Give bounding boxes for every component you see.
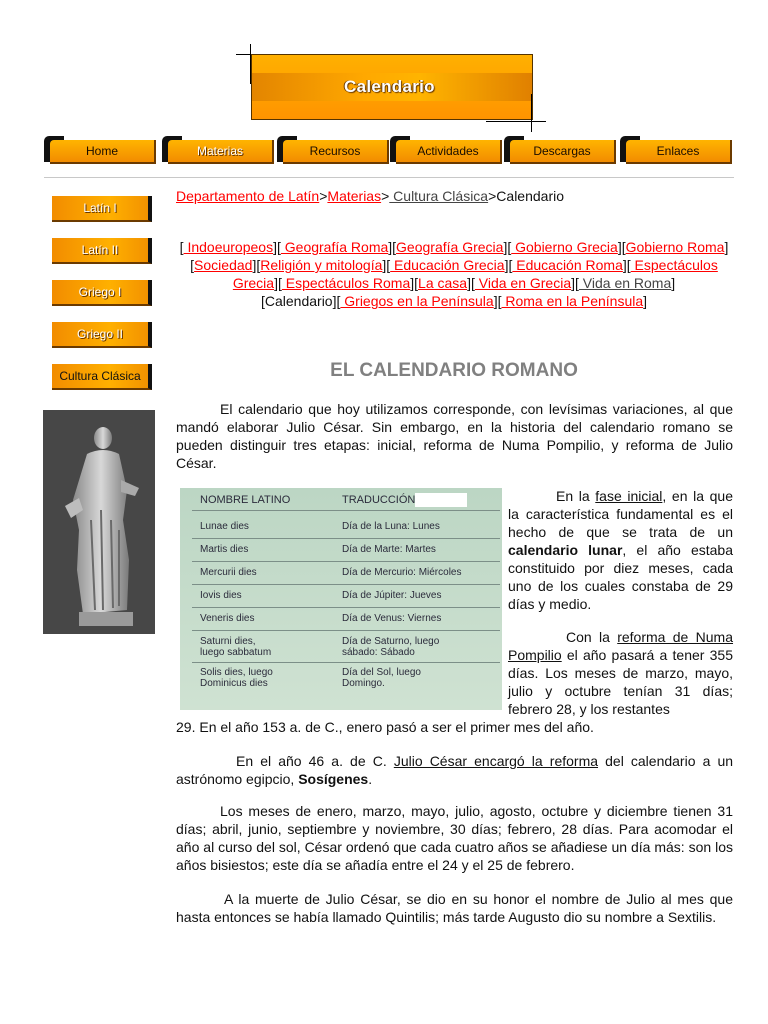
breadcrumb-link-cultura-clasica[interactable]: Cultura Clásica bbox=[389, 188, 489, 204]
page-banner bbox=[236, 44, 546, 132]
table-cell-latin: Iovis dies bbox=[200, 590, 242, 601]
sidebar-item-label: Latín II bbox=[81, 243, 119, 257]
topic-link-vida-grecia[interactable]: Vida en Grecia bbox=[474, 275, 572, 291]
bracket: ][ bbox=[503, 239, 512, 255]
bracket: ] bbox=[671, 275, 676, 291]
bracket: ][ bbox=[190, 239, 729, 273]
banner-corner-line bbox=[531, 94, 532, 132]
bracket: ][ bbox=[617, 239, 626, 255]
julio-cesar-paragraph bbox=[176, 752, 733, 788]
sidebar-item-latin-1[interactable] bbox=[52, 196, 152, 222]
numa-paragraph bbox=[508, 628, 733, 718]
table-cell-translation: Día de Júpiter: Jueves bbox=[342, 590, 442, 601]
sidebar-item-label: Griego I bbox=[78, 285, 122, 299]
breadcrumb-current: Calendario bbox=[496, 188, 565, 204]
table-rule bbox=[192, 630, 500, 631]
table-cell-translation: Día de Marte: Martes bbox=[342, 544, 436, 555]
table-rule bbox=[192, 510, 500, 511]
topic-link-roma-peninsula[interactable]: Roma en la Península bbox=[501, 293, 644, 309]
text-run: En la bbox=[556, 488, 596, 504]
topic-link-gobierno-grecia[interactable]: Gobierno Grecia bbox=[511, 239, 618, 255]
table-rule bbox=[192, 538, 500, 539]
nav-tab-descargas[interactable] bbox=[504, 136, 614, 164]
table-cell-translation: Día de la Luna: Lunes bbox=[342, 521, 440, 532]
table-cell-latin: Mercurii dies bbox=[200, 567, 257, 578]
nav-tab-home[interactable] bbox=[44, 136, 154, 164]
bracket: ][ bbox=[571, 275, 579, 291]
bracket: [ bbox=[336, 293, 341, 309]
numa-text-end: 29. En el año 153 a. de C., enero pasó a ser el primer mes del año. bbox=[176, 719, 594, 735]
bracket: ][ bbox=[493, 293, 502, 309]
intro-text: El calendario que hoy utilizamos corresponde, con levísimas variaciones, al que mandó elaborar Julio César. Sin embargo, en la historia del calendario romano se pueden distinguir tres etapas: inicial, reforma de Numa Pompilio, y reforma de Julio César. bbox=[176, 401, 733, 471]
breadcrumb-separator: > bbox=[319, 188, 328, 204]
nav-tab-actividades[interactable] bbox=[390, 136, 500, 164]
table-cell-latin: Solis dies, luego Dominicus dies bbox=[200, 667, 273, 689]
sidebar-item-griego-2[interactable] bbox=[52, 322, 152, 348]
sidebar-item-cultura-clasica[interactable] bbox=[52, 364, 152, 390]
topic-links bbox=[176, 238, 732, 310]
nav-divider bbox=[44, 177, 734, 178]
sidebar-item-label: Latín I bbox=[83, 201, 117, 215]
table-cell-translation: Día de Venus: Viernes bbox=[342, 613, 442, 624]
fase-inicial-text bbox=[508, 487, 733, 613]
text-run: . bbox=[368, 771, 373, 787]
top-navigation bbox=[44, 136, 734, 166]
statue-figure bbox=[43, 410, 155, 634]
months-text: Los meses de enero, marzo, mayo, julio, agosto, octubre y diciembre tienen 31 días; abril, junio, septiembre y noviembre, 30 días; febrero, 28 días. Para acomodar el año al curso del sol, César ordenó que cada cuatro años se añadiese un día más: son los años bisiestos; este día se añadía entre el 24 y el 25 de febrero. bbox=[176, 803, 733, 873]
topic-link-vida-roma[interactable]: Vida en Roma bbox=[578, 275, 672, 291]
table-cell-translation: Día de Mercurio: Miércoles bbox=[342, 567, 462, 578]
link-reforma-numa[interactable]: reforma de Numa Pompilio bbox=[508, 629, 734, 663]
nav-tab-label: Recursos bbox=[309, 144, 361, 158]
topic-link-religion[interactable]: Religión y mitología bbox=[260, 257, 383, 273]
bracket: ][ bbox=[410, 275, 419, 291]
intro-paragraph bbox=[176, 400, 733, 472]
quintilis-text: A la muerte de Julio César, se dio en su honor el nombre de Julio al mes que hasta entonces se había llamado Quintilis; más tarde Augusto dio su nombre a Sextilis. bbox=[176, 891, 733, 925]
topic-link-espectaculos-roma[interactable]: Espectáculos Roma bbox=[281, 275, 411, 291]
nav-tab-label: Descargas bbox=[533, 144, 591, 158]
bracket: ][ bbox=[382, 257, 391, 273]
topic-link-gobierno-roma[interactable]: Gobierno Roma bbox=[625, 239, 725, 255]
text-run: En el año 46 a. de C. bbox=[236, 753, 394, 769]
bracket: ][ bbox=[504, 257, 513, 273]
banner-corner-line bbox=[486, 121, 546, 122]
topic-link-griegos-peninsula[interactable]: Griegos en la Península bbox=[340, 293, 494, 309]
nav-tab-label: Home bbox=[85, 144, 118, 158]
table-cell-latin: Lunae dies bbox=[200, 521, 249, 532]
bracket: ][ bbox=[274, 275, 282, 291]
table-cell-translation: Día del Sol, luego Domingo. bbox=[342, 667, 421, 689]
breadcrumb bbox=[176, 188, 564, 204]
nav-tab-label: Actividades bbox=[417, 144, 479, 158]
nav-tab-enlaces[interactable] bbox=[620, 136, 730, 164]
breadcrumb-link-departamento[interactable]: Departamento de Latín bbox=[176, 188, 320, 204]
table-cell-latin: Saturni dies, luego sabbatum bbox=[200, 636, 272, 658]
bracket: ] bbox=[643, 293, 648, 309]
table-rule bbox=[192, 662, 500, 663]
topic-link-educacion-grecia[interactable]: Educación Grecia bbox=[390, 257, 505, 273]
nav-tab-materias[interactable] bbox=[162, 136, 272, 164]
nav-tab-label: Materias bbox=[196, 144, 243, 158]
text-run: Con la bbox=[566, 629, 618, 645]
numa-paragraph-continued bbox=[176, 718, 733, 736]
topic-current-calendario: [Calendario] bbox=[260, 293, 337, 309]
text-bold: Sosígenes bbox=[298, 771, 369, 787]
article-title: EL CALENDARIO ROMANO bbox=[330, 360, 578, 381]
statue-image bbox=[43, 410, 155, 634]
table-cell-latin: Martis dies bbox=[200, 544, 249, 555]
breadcrumb-separator: > bbox=[488, 188, 497, 204]
table-header-translation: TRADUCCIÓN bbox=[342, 494, 416, 506]
text-run: el año pasará a tener 355 días. Los meses de marzo, mayo, julio y octubre tenían 31 días; febrero 28, y los restantes bbox=[508, 647, 733, 717]
sidebar-item-label: Cultura Clásica bbox=[59, 369, 141, 383]
sidebar-item-griego-1[interactable] bbox=[52, 280, 152, 306]
topic-link-indoeuropeos[interactable]: Indoeuropeos bbox=[183, 239, 274, 255]
sidebar-item-label: Griego II bbox=[76, 327, 124, 341]
table-rule bbox=[192, 584, 500, 585]
banner-title: Calendario bbox=[344, 77, 435, 96]
bracket: [ bbox=[179, 239, 184, 255]
link-julio-cesar-reforma[interactable]: Julio César encargó la reforma bbox=[393, 753, 599, 769]
topic-link-sociedad[interactable]: Sociedad bbox=[194, 257, 253, 273]
table-rule bbox=[192, 607, 500, 608]
text-run: del calendario a un astrónomo egipcio, bbox=[176, 753, 734, 787]
topic-link-la-casa[interactable]: La casa bbox=[418, 275, 468, 291]
table-cell-latin: Veneris dies bbox=[200, 613, 255, 624]
bracket: ][ bbox=[622, 257, 631, 273]
weekday-names-table bbox=[180, 488, 502, 710]
nav-tab-label: Enlaces bbox=[656, 144, 700, 158]
quintilis-paragraph bbox=[176, 890, 733, 926]
banner-panel bbox=[251, 54, 533, 120]
numa-text bbox=[508, 628, 733, 718]
text-run: , el año estaba constituido por diez meses, cada uno de los cuales constaba de 29 días y medio. bbox=[508, 542, 733, 612]
breadcrumb-separator: > bbox=[381, 188, 390, 204]
table-header-blank-box bbox=[415, 493, 467, 507]
topic-link-espectaculos-grecia[interactable]: Espectáculos Grecia bbox=[232, 257, 718, 291]
bracket: ][ bbox=[388, 239, 397, 255]
months-paragraph bbox=[176, 802, 733, 874]
table-header-latin: NOMBRE LATINO bbox=[200, 494, 291, 506]
fase-inicial-paragraph bbox=[508, 487, 733, 613]
bracket: ][ bbox=[252, 257, 261, 273]
link-fase-inicial[interactable]: fase inicial bbox=[595, 488, 663, 504]
breadcrumb-link-materias[interactable]: Materias bbox=[327, 188, 382, 204]
bracket: ][ bbox=[467, 275, 475, 291]
bracket: ][ bbox=[273, 239, 281, 255]
text-run: , en la que la característica fundamental es el hecho de que se trata de un bbox=[508, 488, 733, 540]
table-rule bbox=[192, 561, 500, 562]
text-bold: calendario lunar bbox=[508, 542, 623, 558]
nav-tab-recursos[interactable] bbox=[277, 136, 387, 164]
table-cell-translation: Día de Saturno, luego sábado: Sábado bbox=[342, 636, 440, 658]
julio-cesar-text bbox=[176, 752, 733, 788]
topic-link-educacion-roma[interactable]: Educación Roma bbox=[512, 257, 623, 273]
topic-link-geografia-roma[interactable]: Geografía Roma bbox=[280, 239, 389, 255]
sidebar-item-latin-2[interactable] bbox=[52, 238, 152, 264]
topic-link-geografia-grecia[interactable]: Geografía Grecia bbox=[396, 239, 504, 255]
